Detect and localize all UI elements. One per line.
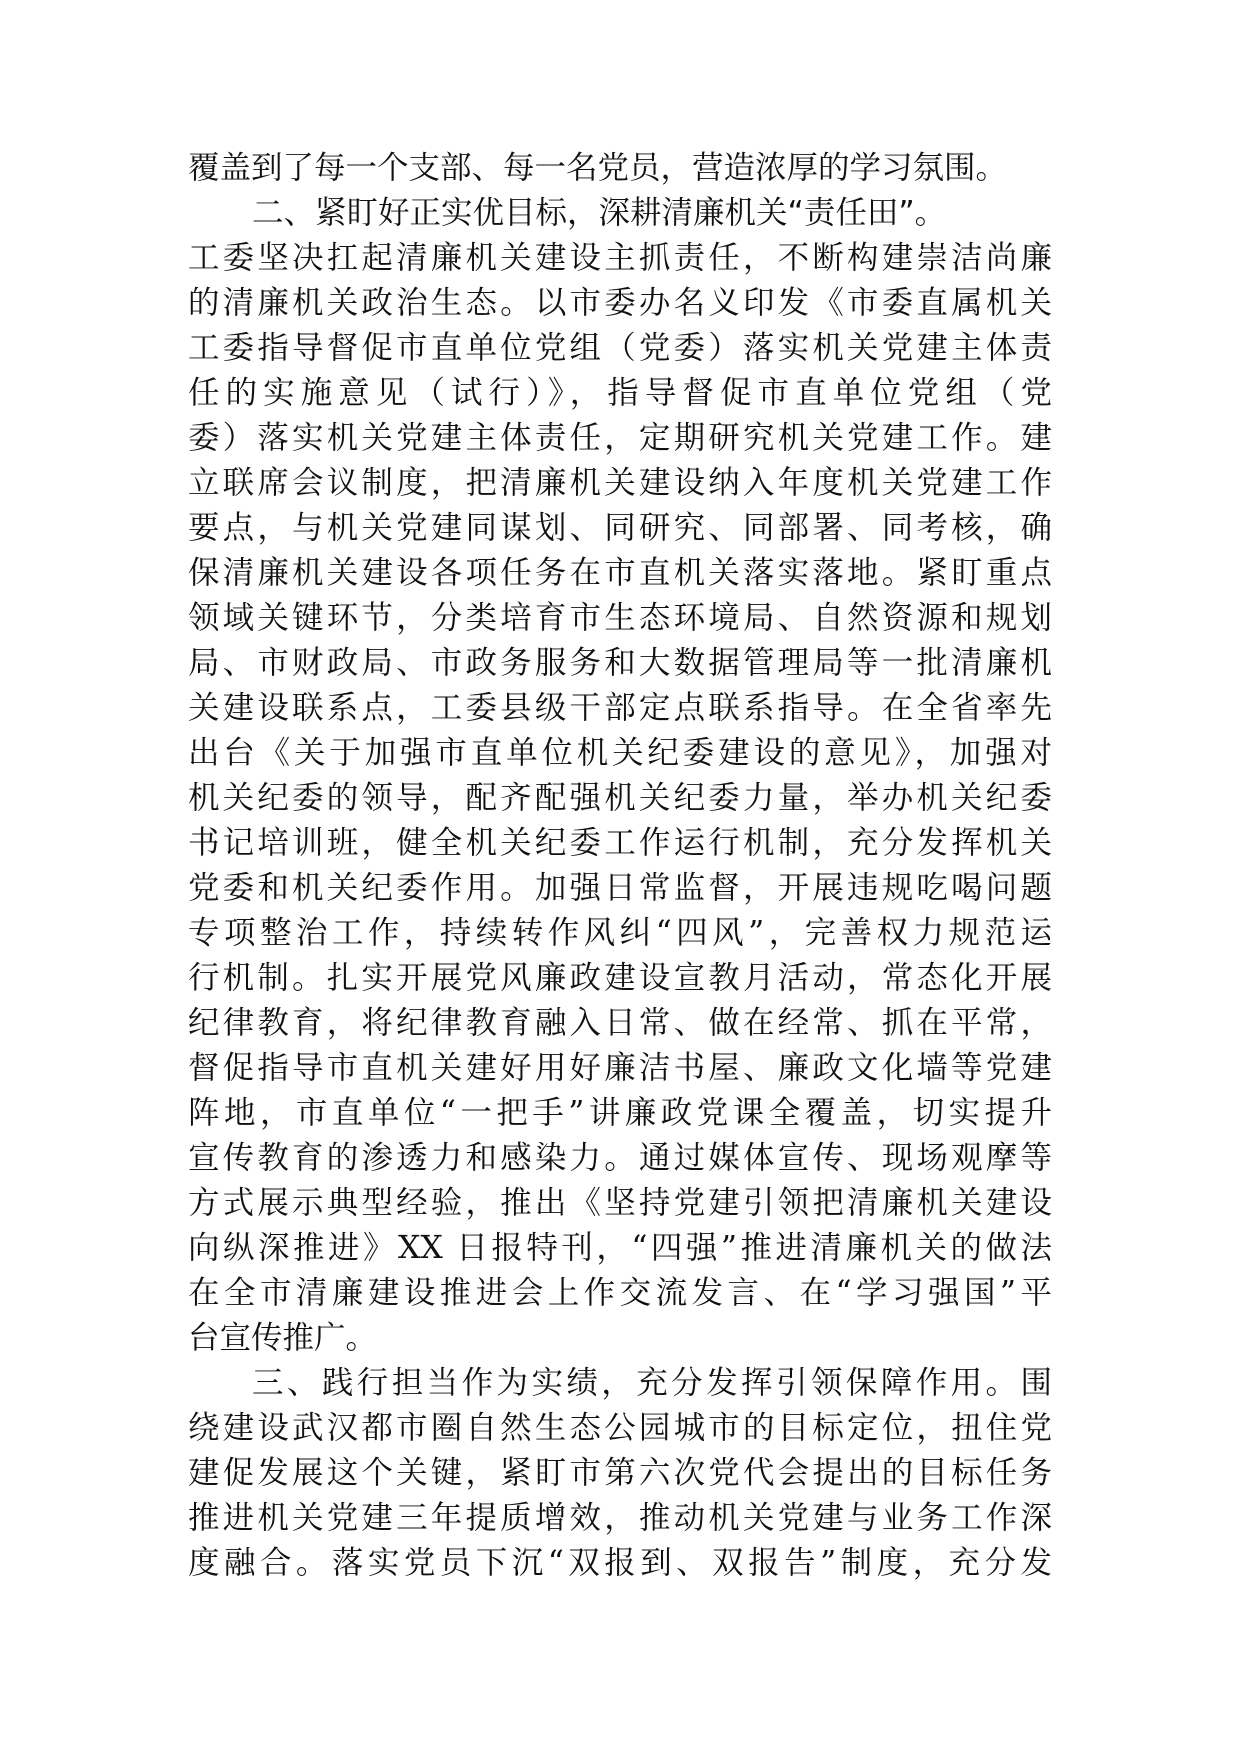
paragraph-line: 行机制。扎实开展党风廉政建设宣教月活动，常态化开展: [188, 960, 1052, 996]
paragraph-line: 纪律教育，将纪律教育融入日常、做在经常、抓在平常，: [188, 1005, 1052, 1041]
paragraph-line: 出台《关于加强市直单位机关纪委建设的意见》，加强对: [188, 735, 1052, 771]
paragraph-line: 阵地，市直单位“一把手”讲廉政党课全覆盖，切实提升: [188, 1095, 1052, 1131]
paragraph-line: 任的实施意见（试行）》，指导督促市直单位党组（党: [188, 375, 1052, 411]
paragraph-line: 工委指导督促市直单位党组（党委）落实机关党建主体责: [188, 330, 1052, 366]
paragraph-line: 保清廉机关建设各项任务在市直机关落实落地。紧盯重点: [188, 555, 1052, 591]
paragraph-line: 机关纪委的领导，配齐配强机关纪委力量，举办机关纪委: [188, 780, 1052, 816]
paragraph-line: 立联席会议制度，把清廉机关建设纳入年度机关党建工作: [188, 465, 1052, 501]
section-heading-three: 三、践行担当作为实绩，充分发挥引领保障作用。围: [252, 1365, 1052, 1401]
paragraph-line: 书记培训班，健全机关纪委工作运行机制，充分发挥机关: [188, 825, 1052, 861]
paragraph-line: 工委坚决扛起清廉机关建设主抓责任，不断构建崇洁尚廉: [188, 240, 1052, 276]
paragraph-line: 度融合。落实党员下沉“双报到、双报告”制度，充分发: [188, 1545, 1052, 1581]
document-body: [188, 146, 1052, 1586]
paragraph-line: 台宣传推广。: [188, 1320, 378, 1356]
paragraph-line: 建促发展这个关键，紧盯市第六次党代会提出的目标任务: [188, 1455, 1052, 1491]
paragraph-line: 在全市清廉建设推进会上作交流发言、在“学习强国”平: [188, 1275, 1052, 1311]
paragraph-line: 向纵深推进》XX 日报特刊，“四强”推进清廉机关的做法: [188, 1230, 1052, 1266]
paragraph-line: 关建设联系点，工委县级干部定点联系指导。在全省率先: [188, 690, 1052, 726]
paragraph-line: 要点，与机关党建同谋划、同研究、同部署、同考核，确: [188, 510, 1052, 546]
section-heading-two: 二、紧盯好正实优目标，深耕清廉机关“责任田”。: [252, 195, 947, 231]
paragraph-line: 方式展示典型经验，推出《坚持党建引领把清廉机关建设: [188, 1185, 1052, 1221]
paragraph-line: 绕建设武汉都市圈自然生态公园城市的目标定位，扭住党: [188, 1410, 1052, 1446]
paragraph-line: 督促指导市直机关建好用好廉洁书屋、廉政文化墙等党建: [188, 1050, 1052, 1086]
paragraph-line: 委）落实机关党建主体责任，定期研究机关党建工作。建: [188, 420, 1052, 456]
paragraph-line: 推进机关党建三年提质增效，推动机关党建与业务工作深: [188, 1500, 1052, 1536]
paragraph-line: 宣传教育的渗透力和感染力。通过媒体宣传、现场观摩等: [188, 1140, 1052, 1176]
paragraph-line: 党委和机关纪委作用。加强日常监督，开展违规吃喝问题: [188, 870, 1052, 906]
paragraph-line: 的清廉机关政治生态。以市委办名义印发《市委直属机关: [188, 285, 1052, 321]
paragraph-line: 领域关键环节，分类培育市生态环境局、自然资源和规划: [188, 600, 1052, 636]
paragraph-line: 局、市财政局、市政务服务和大数据管理局等一批清廉机: [188, 645, 1052, 681]
paragraph-line: 专项整治工作，持续转作风纠“四风”，完善权力规范运: [188, 915, 1052, 951]
paragraph-line: 覆盖到了每一个支部、每一名党员，营造浓厚的学习氛围。: [188, 150, 1008, 186]
